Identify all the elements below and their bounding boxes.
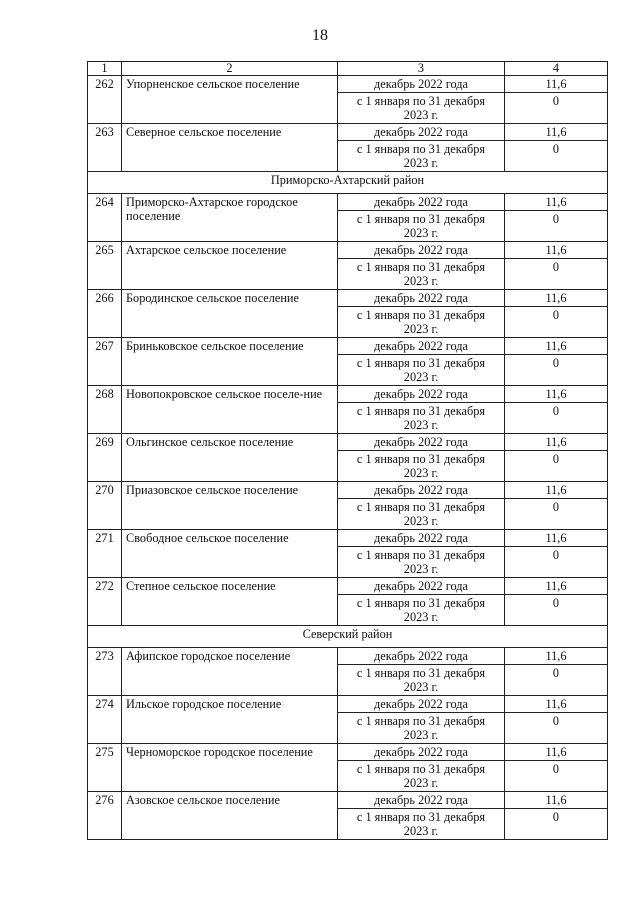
- value-december: 11,6: [505, 194, 608, 211]
- period-year-line2: 2023 г.: [403, 418, 439, 432]
- settlement-name: Степное сельское поселение: [122, 578, 338, 626]
- period-year-line2: 2023 г.: [403, 370, 439, 384]
- value-december: 11,6: [505, 386, 608, 403]
- value-december: 11,6: [505, 744, 608, 761]
- row-number: 276: [88, 792, 122, 840]
- value-year: 0: [505, 713, 608, 744]
- period-december: декабрь 2022 года: [338, 386, 505, 403]
- value-year: 0: [505, 451, 608, 482]
- tariff-table: [87, 61, 608, 840]
- settlement-name: Новопокровское сельское поселе-ние: [122, 386, 338, 434]
- value-december: 11,6: [505, 578, 608, 595]
- period-year: [338, 499, 505, 530]
- row-number: 273: [88, 648, 122, 696]
- settlement-name: Азовское сельское поселение: [122, 792, 338, 840]
- period-december: декабрь 2022 года: [338, 648, 505, 665]
- table-row: [88, 242, 608, 259]
- column-header: 1: [88, 62, 122, 76]
- period-december: декабрь 2022 года: [338, 434, 505, 451]
- table-header-row: [88, 62, 608, 76]
- period-year: [338, 665, 505, 696]
- period-year-line2: 2023 г.: [403, 466, 439, 480]
- period-year-line2: 2023 г.: [403, 728, 439, 742]
- value-december: 11,6: [505, 338, 608, 355]
- row-number: 263: [88, 124, 122, 172]
- period-year: [338, 141, 505, 172]
- page-number: 18: [312, 27, 328, 44]
- value-year: 0: [505, 499, 608, 530]
- value-year: 0: [505, 809, 608, 840]
- period-year-line1: с 1 января по 31 декабря: [356, 308, 486, 322]
- period-year-line1: с 1 января по 31 декабря: [356, 212, 486, 226]
- settlement-name: Ильское городское поселение: [122, 696, 338, 744]
- value-year: 0: [505, 355, 608, 386]
- table-row: [88, 434, 608, 451]
- row-number: 270: [88, 482, 122, 530]
- value-year: 0: [505, 547, 608, 578]
- period-december: декабрь 2022 года: [338, 124, 505, 141]
- row-number: 275: [88, 744, 122, 792]
- settlement-name: Бриньковское сельское поселение: [122, 338, 338, 386]
- settlement-name: Афипское городское поселение: [122, 648, 338, 696]
- period-december: декабрь 2022 года: [338, 482, 505, 499]
- period-december: декабрь 2022 года: [338, 744, 505, 761]
- period-year-line2: 2023 г.: [403, 108, 439, 122]
- district-title: Северский район: [88, 626, 608, 648]
- table-row: [88, 530, 608, 547]
- row-number: 271: [88, 530, 122, 578]
- period-december: декабрь 2022 года: [338, 194, 505, 211]
- settlement-name: Упорненское сельское поселение: [122, 76, 338, 124]
- period-year: [338, 403, 505, 434]
- value-year: 0: [505, 403, 608, 434]
- period-year-line2: 2023 г.: [403, 514, 439, 528]
- row-number: 272: [88, 578, 122, 626]
- value-december: 11,6: [505, 76, 608, 93]
- period-december: декабрь 2022 года: [338, 530, 505, 547]
- value-year: 0: [505, 595, 608, 626]
- value-december: 11,6: [505, 434, 608, 451]
- period-year: [338, 307, 505, 338]
- value-year: 0: [505, 307, 608, 338]
- period-december: декабрь 2022 года: [338, 792, 505, 809]
- period-year-line2: 2023 г.: [403, 156, 439, 170]
- period-year-line2: 2023 г.: [403, 610, 439, 624]
- row-number: 268: [88, 386, 122, 434]
- period-december: декабрь 2022 года: [338, 696, 505, 713]
- period-year-line1: с 1 января по 31 декабря: [356, 260, 486, 274]
- period-december: декабрь 2022 года: [338, 578, 505, 595]
- value-year: 0: [505, 761, 608, 792]
- value-december: 11,6: [505, 792, 608, 809]
- period-year-line2: 2023 г.: [403, 322, 439, 336]
- settlement-name: Свободное сельское поселение: [122, 530, 338, 578]
- settlement-name: Бородинское сельское поселение: [122, 290, 338, 338]
- period-year: [338, 713, 505, 744]
- period-year: [338, 211, 505, 242]
- period-year-line2: 2023 г.: [403, 562, 439, 576]
- period-year-line2: 2023 г.: [403, 824, 439, 838]
- column-header: 2: [122, 62, 338, 76]
- period-year-line1: с 1 января по 31 декабря: [356, 810, 486, 824]
- column-header: 4: [505, 62, 608, 76]
- table-row: [88, 744, 608, 761]
- value-year: 0: [505, 211, 608, 242]
- period-year-line1: с 1 января по 31 декабря: [356, 404, 486, 418]
- row-number: 269: [88, 434, 122, 482]
- period-year: [338, 595, 505, 626]
- value-december: 11,6: [505, 482, 608, 499]
- period-year: [338, 259, 505, 290]
- period-year-line1: с 1 января по 31 декабря: [356, 666, 486, 680]
- table-row: [88, 124, 608, 141]
- district-header-row: [88, 172, 608, 194]
- period-year: [338, 547, 505, 578]
- table-row: [88, 290, 608, 307]
- settlement-name: Ахтарское сельское поселение: [122, 242, 338, 290]
- value-year: 0: [505, 93, 608, 124]
- period-year: [338, 809, 505, 840]
- row-number: 266: [88, 290, 122, 338]
- settlement-name: Черноморское городское поселение: [122, 744, 338, 792]
- column-header: 3: [338, 62, 505, 76]
- period-december: декабрь 2022 года: [338, 76, 505, 93]
- row-number: 264: [88, 194, 122, 242]
- period-december: декабрь 2022 года: [338, 290, 505, 307]
- table-row: [88, 696, 608, 713]
- row-number: 274: [88, 696, 122, 744]
- period-year-line1: с 1 января по 31 декабря: [356, 762, 486, 776]
- period-year-line2: 2023 г.: [403, 776, 439, 790]
- row-number: 262: [88, 76, 122, 124]
- period-year-line2: 2023 г.: [403, 226, 439, 240]
- table-row: [88, 194, 608, 211]
- district-header-row: [88, 626, 608, 648]
- settlement-name: Приазовское сельское поселение: [122, 482, 338, 530]
- period-year-line1: с 1 января по 31 декабря: [356, 596, 486, 610]
- period-year-line2: 2023 г.: [403, 274, 439, 288]
- period-year-line1: с 1 января по 31 декабря: [356, 452, 486, 466]
- period-year-line1: с 1 января по 31 декабря: [356, 356, 486, 370]
- row-number: 265: [88, 242, 122, 290]
- value-december: 11,6: [505, 124, 608, 141]
- table-row: [88, 648, 608, 665]
- table-body: [88, 62, 608, 840]
- period-december: декабрь 2022 года: [338, 338, 505, 355]
- period-year-line1: с 1 января по 31 декабря: [356, 94, 486, 108]
- period-year-line1: с 1 января по 31 декабря: [356, 142, 486, 156]
- period-year: [338, 761, 505, 792]
- table-row: [88, 482, 608, 499]
- value-december: 11,6: [505, 696, 608, 713]
- period-year: [338, 93, 505, 124]
- district-title: Приморско-Ахтарский район: [88, 172, 608, 194]
- table-row: [88, 338, 608, 355]
- value-year: 0: [505, 259, 608, 290]
- settlement-name: Приморско-Ахтарское городское поселение: [122, 194, 338, 242]
- value-december: 11,6: [505, 530, 608, 547]
- row-number: 267: [88, 338, 122, 386]
- settlement-name: Северное сельское поселение: [122, 124, 338, 172]
- value-december: 11,6: [505, 290, 608, 307]
- period-december: декабрь 2022 года: [338, 242, 505, 259]
- period-year-line1: с 1 января по 31 декабря: [356, 500, 486, 514]
- table-row: [88, 76, 608, 93]
- settlement-name: Ольгинское сельское поселение: [122, 434, 338, 482]
- value-december: 11,6: [505, 242, 608, 259]
- table-row: [88, 386, 608, 403]
- value-year: 0: [505, 665, 608, 696]
- table-row: [88, 578, 608, 595]
- period-year-line2: 2023 г.: [403, 680, 439, 694]
- value-december: 11,6: [505, 648, 608, 665]
- period-year-line1: с 1 января по 31 декабря: [356, 714, 486, 728]
- period-year-line1: с 1 января по 31 декабря: [356, 548, 486, 562]
- period-year: [338, 451, 505, 482]
- table-row: [88, 792, 608, 809]
- period-year: [338, 355, 505, 386]
- value-year: 0: [505, 141, 608, 172]
